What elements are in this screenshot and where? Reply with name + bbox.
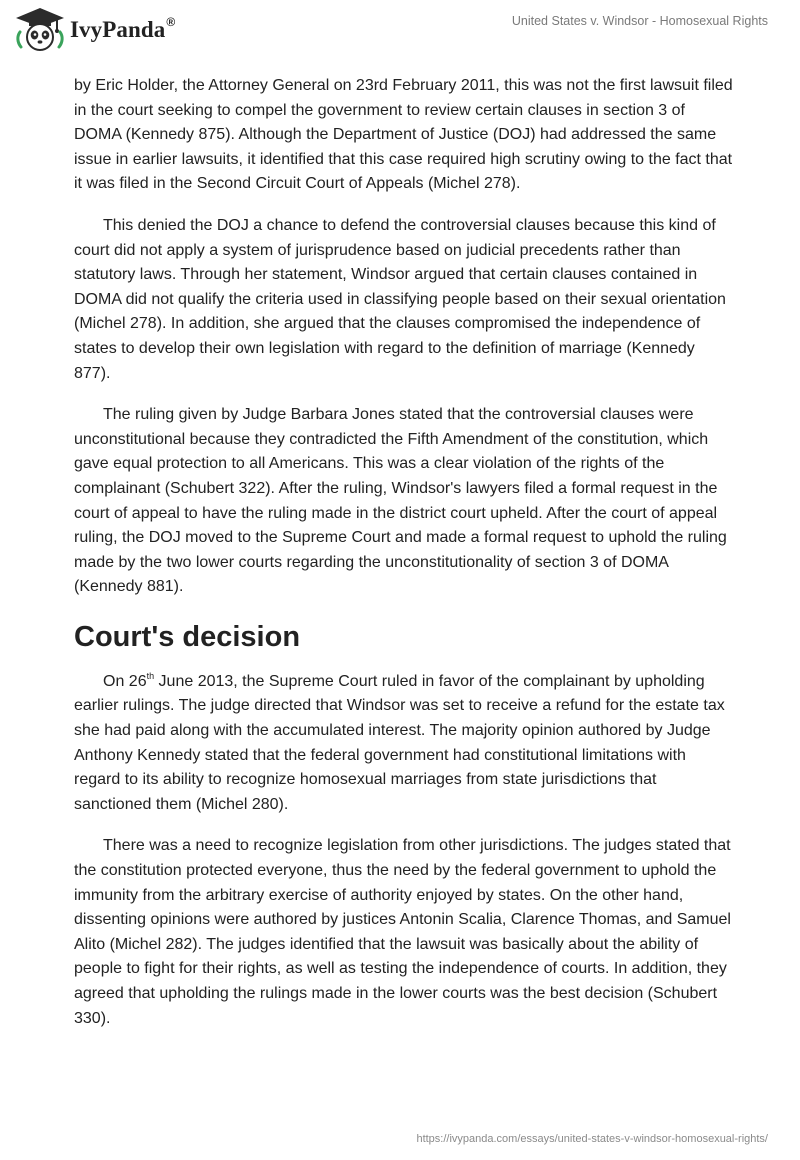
logo-name: IvyPanda — [70, 17, 166, 42]
panda-graduate-icon — [14, 6, 66, 52]
essay-body — [74, 74, 734, 1048]
registered-mark: ® — [166, 15, 176, 29]
paragraph-5: There was a need to recognize legislation from other jurisdictions. The judges stated that the constitution protected everyone, thus the need by the federal government to uphold the immunity from the arbitrary exercise of authority enjoyed by states. On the other hand, dissenting opinions were authored by justices Antonin Scalia, Clarence Thomas, and Samuel Alito (Michel 282). The judges identified that the lawsuit was basically about the ability of people to fight for their rights, as well as testing the independence of courts. In addition, they agreed that upholding the rulings made in the lower courts was the best decision (Schubert 330). — [74, 837, 731, 1027]
logo-text — [70, 15, 175, 43]
paragraph-1: by Eric Holder, the Attorney General on 23rd February 2011, this was not the first lawsuit filed in the court seeking to compel the government to review certain clauses in section 3 of DOMA (Kennedy 875). Although the Department of Justice (DOJ) had addressed the same issue in earlier lawsuits, it identified that this case required high scrutiny owing to the fact that it was filed in the Second Circuit Court of Appeals (Michel 278). — [74, 77, 733, 193]
logo[interactable] — [14, 6, 175, 52]
paragraph-3: The ruling given by Judge Barbara Jones stated that the controversial clauses were unconstitutional because they contradicted the Fifth Amendment of the constitution, which gave equal protection to all Americans. This was a clear violation of the rights of the complainant (Schubert 322). After the ruling, Windsor's lawyers filed a formal request in the court of appeal to have the ruling made in the district court upheld. After the court of appeal ruling, the DOJ moved to the Supreme Court and made a formal request to uphold the ruling made by the two lower courts regarding the unconstitutionality of section 3 of DOMA (Kennedy 881). — [74, 406, 727, 596]
paragraph-4-start: On 26 — [103, 672, 147, 690]
paragraph-2: This denied the DOJ a chance to defend the controversial clauses because this kind of court did not apply a system of jurisprudence based on judicial precedents rather than statutory laws. Through her statement, Windsor argued that certain clauses contained in DOMA did not qualify the criteria used in classifying people based on their sexual orientation (Michel 278). In addition, she argued that the clauses compromised the independence of states to develop their own legislation with regard to the definition of marriage (Kennedy 877). — [74, 216, 726, 382]
paragraph-4-rest: June 2013, the Supreme Court ruled in favor of the complainant by upholding earlier rulings. The judge directed that Windsor was set to receive a refund for the estate tax she had paid along with the accumulated interest. The majority opinion authored by Judge Anthony Kennedy stated that the federal government had constitutional limitations with regard to its ability to recognize homosexual marriages from state jurisdictions that sanctioned them (Michel 280). — [74, 672, 725, 813]
ordinal-suffix: th — [146, 670, 155, 681]
paragraph-4 — [74, 670, 734, 818]
section-heading: Court's decision — [74, 620, 301, 653]
page-header-title: United States v. Windsor - Homosexual Rights — [511, 14, 768, 28]
footer-url[interactable]: https://ivypanda.com/essays/united-states-v-windsor-homosexual-rights/ — [416, 1133, 768, 1145]
